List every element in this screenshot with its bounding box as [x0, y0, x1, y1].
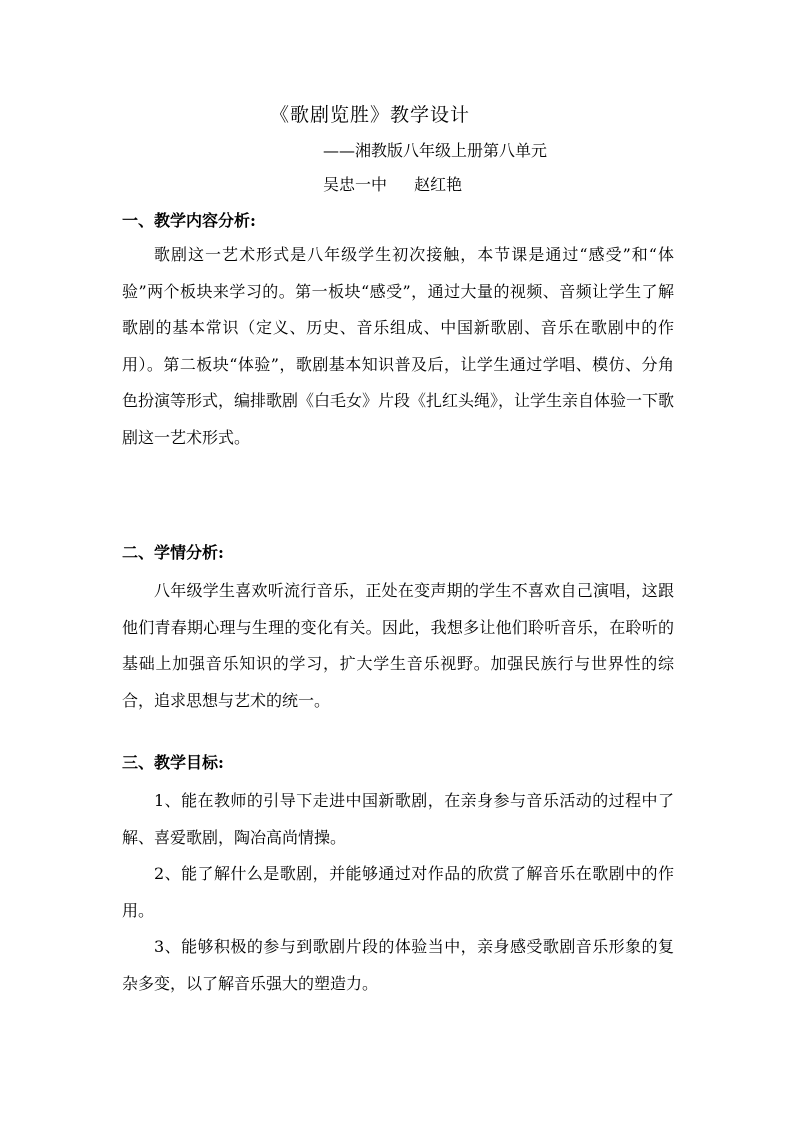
paragraph: 八年级学生喜欢听流行音乐，正处在变声期的学生不喜欢自己演唱，这跟他们青春期心理与生理的变化有关。因此，我想多让他们聆听音乐，在聆听的基础上加强音乐知识的学习，扩大学生音乐视野。加强民族行与世界性的综合，追求思想与艺术的统一。 [122, 581, 674, 710]
section-heading-learner-analysis: 二、学情分析: [122, 543, 224, 562]
section-body-learner-analysis [122, 573, 674, 719]
objective-item-1: 1、能在教师的引导下走进中国新歌剧，在亲身参与音乐活动的过程中了解、喜爱歌剧，陶冶高尚情操。 [122, 791, 674, 847]
objective-item-2: 2、能了解什么是歌剧，并能够通过对作品的欣赏了解音乐在歌剧中的作用。 [122, 864, 674, 920]
author-school: 吴忠一中 [323, 175, 388, 194]
document-subtitle: ——湘教版八年级上册第八单元 [323, 141, 548, 160]
objective-item-3: 3、能够积极的参与到歌剧片段的体验当中，亲身感受歌剧音乐形象的复杂多变，以了解音乐强大的塑造力。 [122, 937, 674, 993]
document-title: 《歌剧览胜》教学设计 [270, 104, 471, 126]
author-name: 赵红艳 [414, 175, 463, 194]
section-body-content-analysis [122, 237, 674, 456]
paragraph: 歌剧这一艺术形式是八年级学生初次接触，本节课是通过“感受”和“体验”两个板块来学习的。第一板块“感受”，通过大量的视频、音频让学生了解歌剧的基本常识（定义、历史、音乐组成、中国新歌剧、音乐在歌剧中的作用）。第二板块“体验”，歌剧基本知识普及后，让学生通过学唱、模仿、分角色扮演等形式，编排歌剧《白毛女》片段《扎红头绳》，让学生亲自体验一下歌剧这一艺术形式。 [122, 245, 675, 447]
author-line [323, 172, 462, 195]
section-heading-content-analysis: 一、教学内容分析: [122, 211, 256, 230]
section-body-teaching-objectives [122, 783, 674, 1002]
section-heading-teaching-objectives: 三、教学目标: [122, 753, 224, 772]
